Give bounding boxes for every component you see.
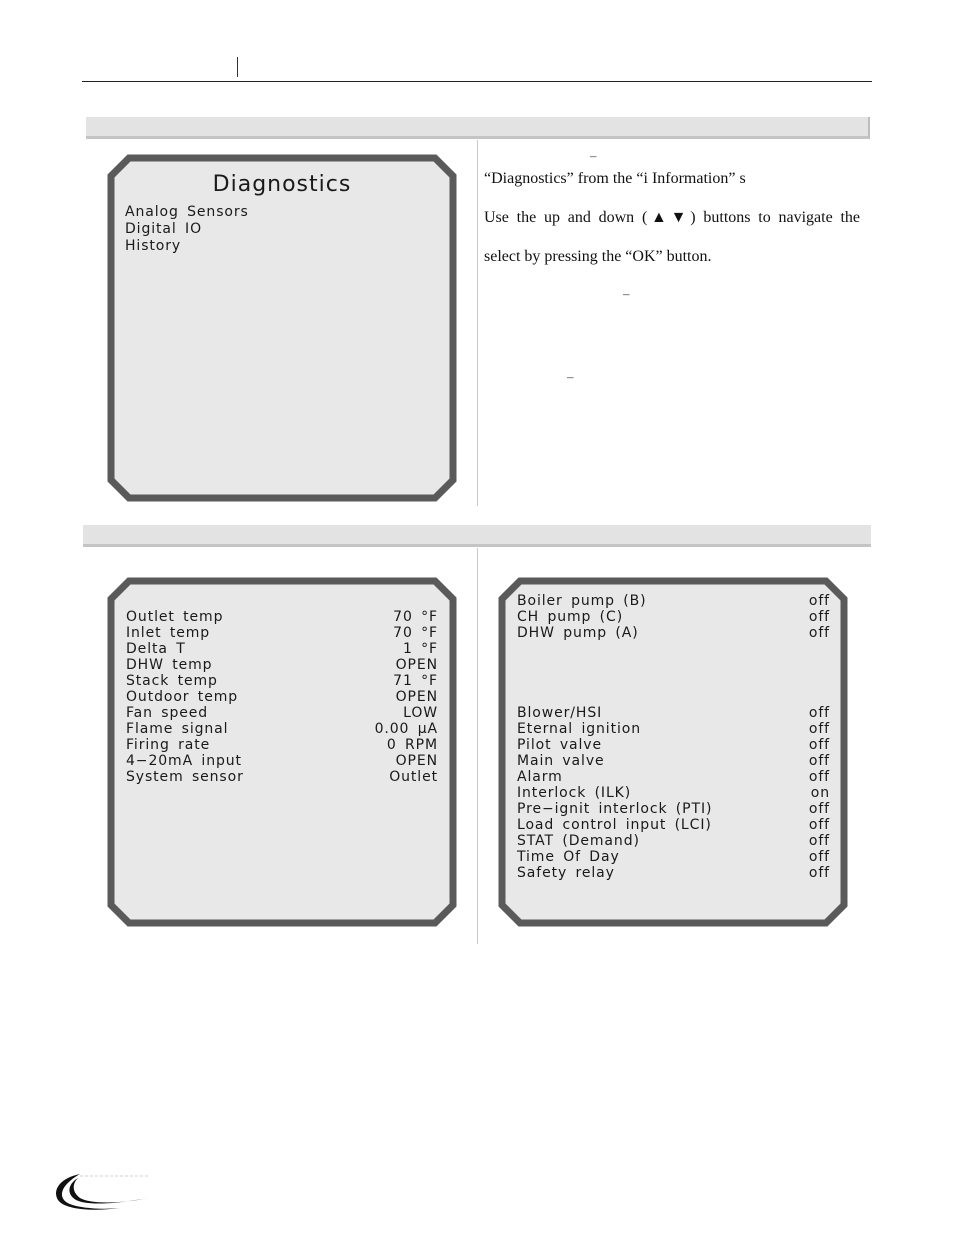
digital-io-label: Safety relay (517, 865, 615, 881)
analog-sensor-label: Delta T (126, 641, 186, 657)
analog-sensor-value: OPEN (395, 689, 438, 705)
analog-sensor-row (126, 609, 438, 625)
analog-sensor-row (126, 673, 438, 689)
menu-item-history[interactable]: History (125, 238, 182, 254)
digital-io-label: Eternal ignition (517, 721, 642, 737)
digital-io-value: off (808, 625, 830, 641)
digital-io-label: STAT (Demand) (517, 833, 640, 849)
digital-io-label: DHW pump (A) (517, 625, 639, 641)
digital-io-value: on (810, 785, 830, 801)
diagnostics-menu (125, 204, 425, 255)
analog-sensor-label: System sensor (126, 769, 244, 785)
digital-io-row (517, 865, 830, 881)
digital-io-value: off (808, 705, 830, 721)
digital-io-row (517, 737, 830, 753)
analog-sensor-row (126, 657, 438, 673)
analog-sensor-row (126, 689, 438, 705)
intro-line-2: Use the up and down (▲▼) buttons to navigate the (484, 209, 860, 226)
section-bar-diagnostics (86, 117, 870, 139)
intro-line-3: select by pressing the “OK” button. (484, 248, 712, 265)
analog-sensors-screen (107, 577, 457, 927)
digital-io-value: off (808, 865, 830, 881)
analog-sensor-row (126, 641, 438, 657)
digital-io-row (517, 705, 830, 721)
analog-sensor-value: Outlet (389, 769, 438, 785)
digital-io-value: off (808, 593, 830, 609)
column-divider-2 (477, 548, 478, 944)
section-bar-sensors (83, 525, 871, 547)
analog-sensor-label: Firing rate (126, 737, 211, 753)
digital-io-value: off (808, 801, 830, 817)
menu-item-digital-io[interactable]: Digital IO (125, 221, 203, 237)
digital-io-row (517, 609, 830, 625)
analog-sensor-label: Fan speed (126, 705, 209, 721)
analog-sensor-value: OPEN (395, 753, 438, 769)
digital-io-row (517, 769, 830, 785)
diagnostics-title: Diagnostics (212, 172, 352, 197)
digital-io-row (517, 801, 830, 817)
analog-sensor-label: Flame signal (126, 721, 229, 737)
digital-io-value: off (808, 833, 830, 849)
digital-io-row (517, 833, 830, 849)
intro-line-1: “Diagnostics” from the “i Information” s (484, 170, 746, 187)
analog-sensor-value: 70 °F (393, 609, 438, 625)
digital-io-value: off (808, 753, 830, 769)
analog-sensor-row (126, 753, 438, 769)
digital-io-row (517, 625, 830, 641)
digital-io-label: Interlock (ILK) (517, 785, 632, 801)
digital-io-label: Pre−ignit interlock (PTI) (517, 801, 713, 817)
digital-io-value: off (808, 769, 830, 785)
analog-sensor-value: 1 °F (402, 641, 438, 657)
analog-sensor-label: Inlet temp (126, 625, 211, 641)
digital-io-screen (498, 577, 848, 927)
analog-sensor-value: 71 °F (393, 673, 438, 689)
company-logo-swoosh (50, 1168, 150, 1213)
menu-item-analog-sensors[interactable]: Analog Sensors (125, 204, 249, 220)
digital-io-label: Boiler pump (B) (517, 593, 647, 609)
digital-io-value: off (808, 737, 830, 753)
header-divider-tick (237, 57, 238, 77)
analog-sensor-value: 0.00 μA (374, 721, 438, 737)
analog-sensor-row (126, 769, 438, 785)
dash-mark-2: – (623, 286, 630, 301)
analog-sensor-label: DHW temp (126, 657, 213, 673)
analog-sensor-row (126, 737, 438, 753)
analog-sensor-label: Outdoor temp (126, 689, 239, 705)
digital-io-value: off (808, 609, 830, 625)
diagnostics-screen (107, 154, 457, 502)
dash-mark-3: – (567, 369, 574, 384)
digital-io-row (517, 721, 830, 737)
digital-io-label: Blower/HSI (517, 705, 603, 721)
header-rule (82, 81, 872, 82)
digital-io-label: Main valve (517, 753, 605, 769)
digital-io-row (517, 785, 830, 801)
digital-io-row (517, 753, 830, 769)
digital-io-row (517, 593, 830, 609)
digital-io-label: Pilot valve (517, 737, 602, 753)
analog-sensor-list (126, 609, 438, 789)
dash-mark-1: – (590, 148, 597, 163)
analog-sensor-value: LOW (403, 705, 438, 721)
analog-sensor-row (126, 705, 438, 721)
digital-io-row (517, 849, 830, 865)
analog-sensor-label: Stack temp (126, 673, 218, 689)
digital-io-row (517, 817, 830, 833)
digital-io-label: Load control input (LCI) (517, 817, 712, 833)
analog-sensor-label: 4−20mA input (126, 753, 242, 769)
digital-io-value: off (808, 721, 830, 737)
digital-io-label: Time Of Day (517, 849, 620, 865)
analog-sensor-value: 0 RPM (386, 737, 438, 753)
column-divider (477, 140, 478, 506)
digital-io-label: CH pump (C) (517, 609, 624, 625)
analog-sensor-row (126, 625, 438, 641)
digital-io-value: off (808, 849, 830, 865)
digital-io-label: Alarm (517, 769, 563, 785)
digital-io-value: off (808, 817, 830, 833)
analog-sensor-label: Outlet temp (126, 609, 224, 625)
analog-sensor-row (126, 721, 438, 737)
analog-sensor-value: OPEN (395, 657, 438, 673)
analog-sensor-value: 70 °F (393, 625, 438, 641)
digital-io-list (517, 593, 830, 883)
